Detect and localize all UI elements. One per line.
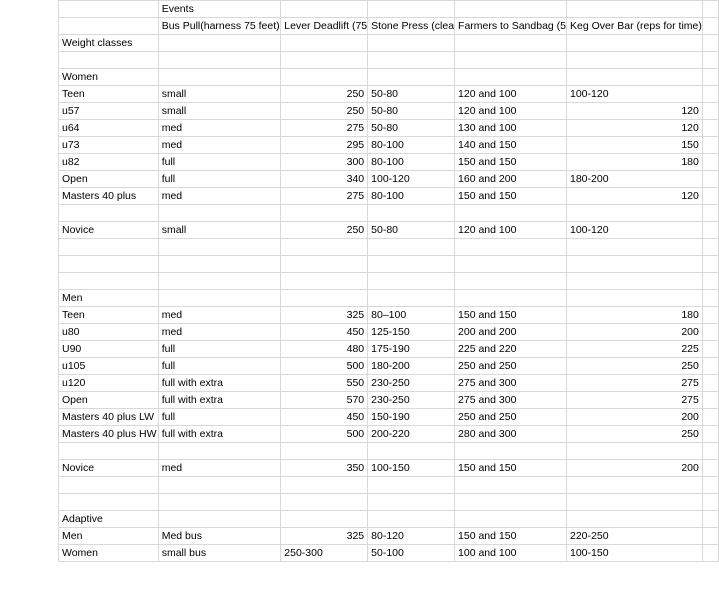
grid-cell[interactable]	[158, 52, 281, 69]
grid-cell[interactable]: 200	[567, 324, 703, 341]
grid-cell[interactable]: 50-80	[368, 222, 455, 239]
grid-cell[interactable]	[281, 35, 368, 52]
grid-cell[interactable]	[702, 545, 718, 562]
grid-cell[interactable]: 250	[567, 426, 703, 443]
grid-cell[interactable]	[59, 273, 159, 290]
grid-cell[interactable]	[567, 239, 703, 256]
grid-cell[interactable]	[702, 307, 718, 324]
grid-cell[interactable]	[368, 290, 455, 307]
grid-cell[interactable]: Teen	[59, 86, 159, 103]
grid-cell[interactable]	[281, 477, 368, 494]
grid-cell[interactable]	[702, 375, 718, 392]
grid-cell[interactable]	[567, 1, 703, 18]
table-row	[59, 273, 719, 290]
grid-cell[interactable]: 80–100	[368, 307, 455, 324]
grid-cell[interactable]: 275	[281, 120, 368, 137]
grid-cell[interactable]: 200-220	[368, 426, 455, 443]
grid-cell[interactable]: 250-300	[281, 545, 368, 562]
grid-cell[interactable]: 340	[281, 171, 368, 188]
grid-cell[interactable]	[59, 256, 159, 273]
grid-cell[interactable]: 150 and 150	[455, 528, 567, 545]
grid-cell[interactable]: Women	[59, 545, 159, 562]
grid-cell[interactable]	[59, 205, 159, 222]
grid-cell[interactable]	[158, 69, 281, 86]
grid-cell[interactable]: 230-250	[368, 375, 455, 392]
grid-cell[interactable]	[567, 443, 703, 460]
grid-cell[interactable]	[702, 239, 718, 256]
grid-cell[interactable]	[368, 273, 455, 290]
grid-cell[interactable]: Stone Press (clea	[368, 18, 455, 35]
table-row	[59, 477, 719, 494]
grid-cell[interactable]: 100 and 100	[455, 545, 567, 562]
grid-cell[interactable]	[702, 86, 718, 103]
grid-cell[interactable]: 120	[567, 188, 703, 205]
grid-cell[interactable]	[59, 1, 159, 18]
table-row	[59, 392, 719, 409]
grid-cell[interactable]	[59, 18, 159, 35]
grid-cell[interactable]	[281, 494, 368, 511]
table-row	[59, 222, 719, 239]
grid-cell[interactable]: 50-80	[368, 120, 455, 137]
grid-cell[interactable]: Farmers to Sandbag (5	[455, 18, 567, 35]
grid-cell[interactable]	[281, 239, 368, 256]
grid-cell[interactable]	[281, 273, 368, 290]
grid-cell[interactable]	[567, 205, 703, 222]
grid-cell[interactable]: 140 and 150	[455, 137, 567, 154]
grid-cell[interactable]: 570	[281, 392, 368, 409]
grid-cell[interactable]: 325	[281, 528, 368, 545]
grid-cell[interactable]: 180	[567, 154, 703, 171]
grid-cell[interactable]	[702, 273, 718, 290]
grid-cell[interactable]	[158, 443, 281, 460]
grid-cell[interactable]	[368, 256, 455, 273]
grid-cell[interactable]: 120 and 100	[455, 86, 567, 103]
grid-cell[interactable]	[281, 290, 368, 307]
table-row	[59, 103, 719, 120]
grid-cell[interactable]: u73	[59, 137, 159, 154]
grid-cell[interactable]: u64	[59, 120, 159, 137]
grid-cell[interactable]	[702, 188, 718, 205]
grid-cell[interactable]: 100-120	[567, 86, 703, 103]
grid-cell[interactable]	[702, 477, 718, 494]
table-row	[59, 86, 719, 103]
grid-cell[interactable]: small	[158, 103, 281, 120]
table-row	[59, 154, 719, 171]
table-row	[59, 137, 719, 154]
grid-cell[interactable]	[702, 290, 718, 307]
grid-cell[interactable]: 80-100	[368, 137, 455, 154]
grid-cell[interactable]: full with extra	[158, 392, 281, 409]
grid-cell[interactable]	[567, 69, 703, 86]
grid-cell[interactable]: Bus Pull(harness 75 feet)	[158, 18, 281, 35]
grid-cell[interactable]: 80-120	[368, 528, 455, 545]
grid-cell[interactable]	[702, 256, 718, 273]
grid-cell[interactable]	[567, 35, 703, 52]
grid-cell[interactable]: 500	[281, 358, 368, 375]
grid-cell[interactable]: 500	[281, 426, 368, 443]
table-row	[59, 171, 719, 188]
grid-cell[interactable]: 100-120	[368, 171, 455, 188]
grid-cell[interactable]: u57	[59, 103, 159, 120]
grid-cell[interactable]	[455, 511, 567, 528]
grid-cell[interactable]	[158, 477, 281, 494]
grid-cell[interactable]	[59, 52, 159, 69]
grid-cell[interactable]: 175-190	[368, 341, 455, 358]
grid-cell[interactable]: 180-200	[567, 171, 703, 188]
grid-cell[interactable]: 150-190	[368, 409, 455, 426]
grid-cell[interactable]: full	[158, 358, 281, 375]
grid-cell[interactable]: 275	[567, 375, 703, 392]
grid-cell[interactable]	[567, 290, 703, 307]
grid-cell[interactable]: 200	[567, 460, 703, 477]
grid-cell[interactable]	[702, 392, 718, 409]
grid-cell[interactable]	[455, 35, 567, 52]
table-row	[59, 120, 719, 137]
grid-cell[interactable]: 150 and 150	[455, 460, 567, 477]
grid-cell[interactable]: 125-150	[368, 324, 455, 341]
grid-cell[interactable]	[702, 120, 718, 137]
table-row	[59, 205, 719, 222]
grid-cell[interactable]: 180-200	[368, 358, 455, 375]
grid-cell[interactable]: Events	[158, 1, 281, 18]
grid-cell[interactable]	[455, 205, 567, 222]
grid-cell[interactable]: med	[158, 137, 281, 154]
table-row	[59, 188, 719, 205]
grid-cell[interactable]: full with extra	[158, 426, 281, 443]
grid-cell[interactable]	[368, 239, 455, 256]
grid-cell[interactable]	[567, 494, 703, 511]
table-row	[59, 460, 719, 477]
grid-cell[interactable]	[455, 477, 567, 494]
grid-cell[interactable]: 220-250	[567, 528, 703, 545]
grid-cell[interactable]	[702, 494, 718, 511]
grid-cell[interactable]	[702, 358, 718, 375]
grid-cell[interactable]	[702, 171, 718, 188]
grid-cell[interactable]	[281, 69, 368, 86]
grid-cell[interactable]: u82	[59, 154, 159, 171]
grid-cell[interactable]: 275	[567, 392, 703, 409]
grid-cell[interactable]: 50-80	[368, 86, 455, 103]
grid-cell[interactable]: full	[158, 341, 281, 358]
grid-cell[interactable]: Weight classes	[59, 35, 159, 52]
grid-cell[interactable]: 150 and 150	[455, 154, 567, 171]
table-row	[59, 18, 719, 35]
table-row	[59, 1, 719, 18]
grid-cell[interactable]	[702, 443, 718, 460]
grid-cell[interactable]: 450	[281, 324, 368, 341]
table-row	[59, 35, 719, 52]
grid-cell[interactable]: small	[158, 86, 281, 103]
grid-cell[interactable]	[702, 35, 718, 52]
grid-cell[interactable]	[702, 341, 718, 358]
grid-cell[interactable]: 100-150	[567, 545, 703, 562]
sheet-body	[59, 1, 719, 562]
grid-cell[interactable]: Men	[59, 528, 159, 545]
grid-cell[interactable]	[281, 443, 368, 460]
grid-cell[interactable]	[567, 511, 703, 528]
grid-cell[interactable]	[567, 273, 703, 290]
grid-cell[interactable]	[567, 477, 703, 494]
grid-cell[interactable]	[158, 256, 281, 273]
table-row	[59, 358, 719, 375]
grid-cell[interactable]: 120 and 100	[455, 103, 567, 120]
grid-cell[interactable]: 250	[281, 103, 368, 120]
grid-cell[interactable]: 120	[567, 120, 703, 137]
grid-cell[interactable]: 100-150	[368, 460, 455, 477]
grid-cell[interactable]: 550	[281, 375, 368, 392]
grid-cell[interactable]	[455, 273, 567, 290]
grid-cell[interactable]	[702, 154, 718, 171]
grid-cell[interactable]: 160 and 200	[455, 171, 567, 188]
grid-cell[interactable]: Teen	[59, 307, 159, 324]
grid-cell[interactable]	[702, 18, 718, 35]
grid-cell[interactable]: full	[158, 154, 281, 171]
grid-cell[interactable]: 130 and 100	[455, 120, 567, 137]
grid-cell[interactable]	[455, 443, 567, 460]
grid-cell[interactable]: 230-250	[368, 392, 455, 409]
table-row	[59, 443, 719, 460]
grid-cell[interactable]	[281, 205, 368, 222]
grid-cell[interactable]: Lever Deadlift (75	[281, 18, 368, 35]
grid-cell[interactable]	[158, 494, 281, 511]
grid-cell[interactable]: 150 and 150	[455, 188, 567, 205]
grid-cell[interactable]: 200 and 200	[455, 324, 567, 341]
grid-cell[interactable]	[368, 69, 455, 86]
grid-cell[interactable]: med	[158, 120, 281, 137]
grid-cell[interactable]: 180	[567, 307, 703, 324]
table-row	[59, 239, 719, 256]
grid-cell[interactable]	[702, 426, 718, 443]
grid-cell[interactable]: 150 and 150	[455, 307, 567, 324]
grid-cell[interactable]: 295	[281, 137, 368, 154]
grid-cell[interactable]	[702, 460, 718, 477]
grid-cell[interactable]	[455, 69, 567, 86]
table-row	[59, 341, 719, 358]
table-row	[59, 69, 719, 86]
grid-cell[interactable]: 200	[567, 409, 703, 426]
table-row	[59, 256, 719, 273]
grid-cell[interactable]	[702, 69, 718, 86]
grid-cell[interactable]	[702, 324, 718, 341]
grid-cell[interactable]: 275	[281, 188, 368, 205]
grid-cell[interactable]	[702, 137, 718, 154]
grid-cell[interactable]: Open	[59, 392, 159, 409]
table-row	[59, 545, 719, 562]
grid-cell[interactable]	[455, 52, 567, 69]
table-row	[59, 324, 719, 341]
table-row	[59, 511, 719, 528]
table-row	[59, 290, 719, 307]
grid-cell[interactable]: Open	[59, 171, 159, 188]
grid-cell[interactable]	[455, 1, 567, 18]
grid-cell[interactable]: 100-120	[567, 222, 703, 239]
grid-cell[interactable]: 50-80	[368, 103, 455, 120]
grid-cell[interactable]: med	[158, 324, 281, 341]
grid-cell[interactable]: Adaptive	[59, 511, 159, 528]
grid-cell[interactable]: 350	[281, 460, 368, 477]
grid-cell[interactable]: 150	[567, 137, 703, 154]
grid-cell[interactable]	[281, 256, 368, 273]
grid-cell[interactable]	[455, 256, 567, 273]
grid-cell[interactable]: U90	[59, 341, 159, 358]
grid-cell[interactable]	[702, 1, 718, 18]
grid-cell[interactable]: 300	[281, 154, 368, 171]
table-row	[59, 307, 719, 324]
table-row	[59, 375, 719, 392]
grid-cell[interactable]	[702, 222, 718, 239]
grid-cell[interactable]	[158, 239, 281, 256]
grid-cell[interactable]	[158, 35, 281, 52]
grid-cell[interactable]: 325	[281, 307, 368, 324]
grid-cell[interactable]: 225 and 220	[455, 341, 567, 358]
grid-cell[interactable]: 450	[281, 409, 368, 426]
table-row	[59, 52, 719, 69]
grid-cell[interactable]: 275 and 300	[455, 392, 567, 409]
grid-cell[interactable]: 50-100	[368, 545, 455, 562]
grid-cell[interactable]: 120 and 100	[455, 222, 567, 239]
grid-cell[interactable]	[59, 239, 159, 256]
grid-cell[interactable]	[702, 409, 718, 426]
grid-cell[interactable]	[59, 494, 159, 511]
table-row	[59, 409, 719, 426]
grid-cell[interactable]: 225	[567, 341, 703, 358]
grid-cell[interactable]: u80	[59, 324, 159, 341]
grid-cell[interactable]: Novice	[59, 222, 159, 239]
grid-cell[interactable]: u120	[59, 375, 159, 392]
table-row	[59, 494, 719, 511]
grid-cell[interactable]	[368, 443, 455, 460]
grid-cell[interactable]	[158, 290, 281, 307]
grid-cell[interactable]: 480	[281, 341, 368, 358]
grid-cell[interactable]: 280 and 300	[455, 426, 567, 443]
grid-cell[interactable]: full	[158, 171, 281, 188]
grid-cell[interactable]: Masters 40 plus	[59, 188, 159, 205]
grid-cell[interactable]	[368, 52, 455, 69]
grid-cell[interactable]: full with extra	[158, 375, 281, 392]
grid-cell[interactable]	[567, 52, 703, 69]
grid-cell[interactable]	[702, 511, 718, 528]
grid-cell[interactable]	[158, 273, 281, 290]
table-row	[59, 426, 719, 443]
grid-cell[interactable]: med	[158, 460, 281, 477]
grid-cell[interactable]	[59, 477, 159, 494]
grid-cell[interactable]	[702, 103, 718, 120]
grid-cell[interactable]: 250 and 250	[455, 358, 567, 375]
grid-cell[interactable]	[702, 528, 718, 545]
grid-cell[interactable]	[702, 52, 718, 69]
grid-cell[interactable]	[281, 511, 368, 528]
grid-cell[interactable]: Masters 40 plus LW	[59, 409, 159, 426]
grid-cell[interactable]	[281, 52, 368, 69]
grid-cell[interactable]: Keg Over Bar (reps for time)	[567, 18, 703, 35]
grid-cell[interactable]	[368, 494, 455, 511]
grid-cell[interactable]: 80-100	[368, 188, 455, 205]
grid-cell[interactable]: 250	[281, 86, 368, 103]
grid-cell[interactable]: Med bus	[158, 528, 281, 545]
grid-cell[interactable]: u105	[59, 358, 159, 375]
grid-cell[interactable]: full	[158, 409, 281, 426]
table-row	[59, 528, 719, 545]
grid-cell[interactable]	[368, 511, 455, 528]
grid-cell[interactable]	[368, 205, 455, 222]
grid-cell[interactable]: 275 and 300	[455, 375, 567, 392]
grid-cell[interactable]: med	[158, 307, 281, 324]
grid-cell[interactable]: 250	[567, 358, 703, 375]
grid-cell[interactable]	[455, 239, 567, 256]
grid-cell[interactable]	[567, 256, 703, 273]
grid-cell[interactable]: Masters 40 plus HW	[59, 426, 159, 443]
grid-cell[interactable]	[158, 205, 281, 222]
grid-cell[interactable]: Novice	[59, 460, 159, 477]
grid-cell[interactable]: small bus	[158, 545, 281, 562]
grid-cell[interactable]	[158, 511, 281, 528]
grid-cell[interactable]: Women	[59, 69, 159, 86]
grid-cell[interactable]: small	[158, 222, 281, 239]
grid-cell[interactable]	[59, 443, 159, 460]
grid-cell[interactable]: 250	[281, 222, 368, 239]
grid-cell[interactable]	[368, 477, 455, 494]
spreadsheet-grid	[58, 0, 719, 562]
grid-cell[interactable]	[281, 1, 368, 18]
grid-cell[interactable]: 120	[567, 103, 703, 120]
grid-cell[interactable]	[702, 205, 718, 222]
grid-cell[interactable]: 250 and 250	[455, 409, 567, 426]
grid-cell[interactable]: med	[158, 188, 281, 205]
grid-cell[interactable]: Men	[59, 290, 159, 307]
grid-cell[interactable]	[368, 1, 455, 18]
grid-cell[interactable]: 80-100	[368, 154, 455, 171]
grid-cell[interactable]	[368, 35, 455, 52]
grid-cell[interactable]	[455, 494, 567, 511]
grid-cell[interactable]	[455, 290, 567, 307]
